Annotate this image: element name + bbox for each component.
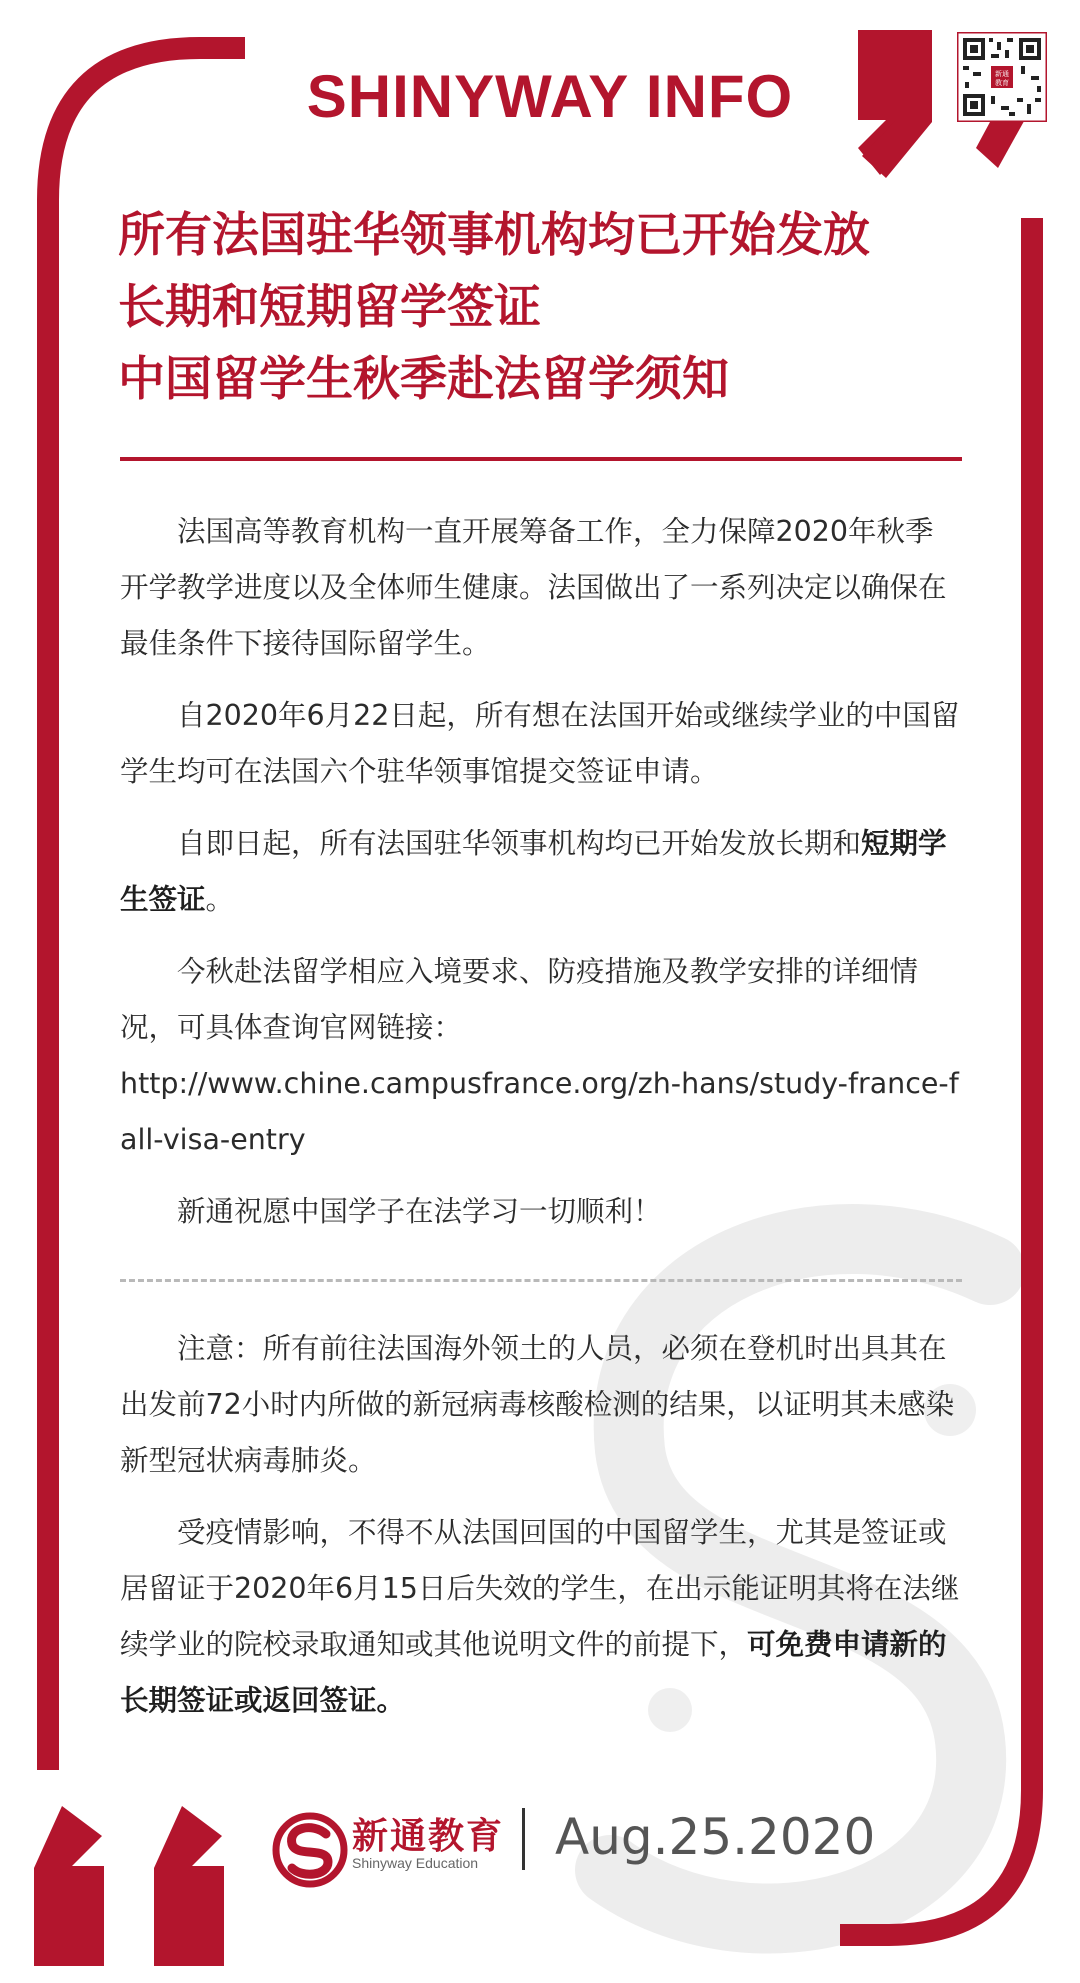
logo-chinese-name: 新通教育 [352, 1816, 505, 1857]
paragraph-notice: 注意：所有前往法国海外领土的人员，必须在登机时出具其在出发前72小时内所做的新冠病毒核酸检测的结果，以证明其未感染新型冠状病毒肺炎。 [120, 1332, 955, 1477]
shinyway-logo-icon [272, 1812, 348, 1888]
headline-line-3: 中国留学生秋季赴法留学须知 [118, 352, 729, 407]
headline [118, 200, 988, 416]
brand-title: SHINYWAY INFO [306, 63, 794, 130]
paragraph-intro: 法国高等教育机构一直开展筹备工作，全力保障2020年秋季开学教学进度以及全体师生健康。法国做出了一系列决定以确保在最佳条件下接待国际留学生。 [120, 515, 947, 660]
dashed-divider [120, 1279, 962, 1282]
publish-date: Aug.25.2020 [555, 1808, 876, 1866]
free-visa-emphasis: 可免费申请新的长期签证或返回签证。 [120, 1628, 947, 1717]
paragraph-return-visa-text: 受疫情影响，不得不从法国回国的中国留学生，尤其是签证或居留证于2020年6月15日后失效的学生，在出示能证明其将在法继续学业的院校录取通知或其他说明文件的前提下， [120, 1516, 960, 1661]
title-divider [120, 457, 962, 461]
short-term-visa-emphasis: 短期学生签证 [120, 827, 947, 916]
paragraph-wishes: 新通祝愿中国学子在法学习一切顺利！ [177, 1195, 662, 1228]
qr-caption: 新通 [995, 70, 1009, 78]
paragraph-visa-application: 自2020年6月22日起，所有想在法国开始或继续学业的中国留学生均可在法国六个驻华领事馆提交签证申请。 [120, 699, 960, 788]
svg-text:教育: 教育 [995, 79, 1009, 87]
article-body [120, 504, 962, 1256]
notes-section [120, 1321, 962, 1745]
paragraph-return-visa [120, 1505, 962, 1729]
paragraph-visa-issuance-end: 。 [205, 883, 235, 916]
campusfrance-link[interactable]: http://www.chine.campusfrance.org/zh-hans/study-france-fall-visa-entry [120, 1067, 959, 1156]
qr-code-icon[interactable] [957, 32, 1047, 122]
logo-english-name: Shinyway Education [352, 1855, 479, 1871]
headline-line-1: 所有法国驻华领事机构均已开始发放 [118, 208, 870, 263]
headline-line-2: 长期和短期留学签证 [118, 280, 541, 335]
footer-divider [522, 1808, 525, 1870]
opening-quote-icon [34, 1806, 254, 1966]
paragraph-details: 今秋赴法留学相应入境要求、防疫措施及教学安排的详细情况，可具体查询官网链接： [120, 955, 919, 1044]
paragraph-visa-issuance-text: 自即日起，所有法国驻华领事机构均已开始发放长期和 [177, 827, 862, 860]
paragraph-visa-issuance [120, 816, 962, 928]
